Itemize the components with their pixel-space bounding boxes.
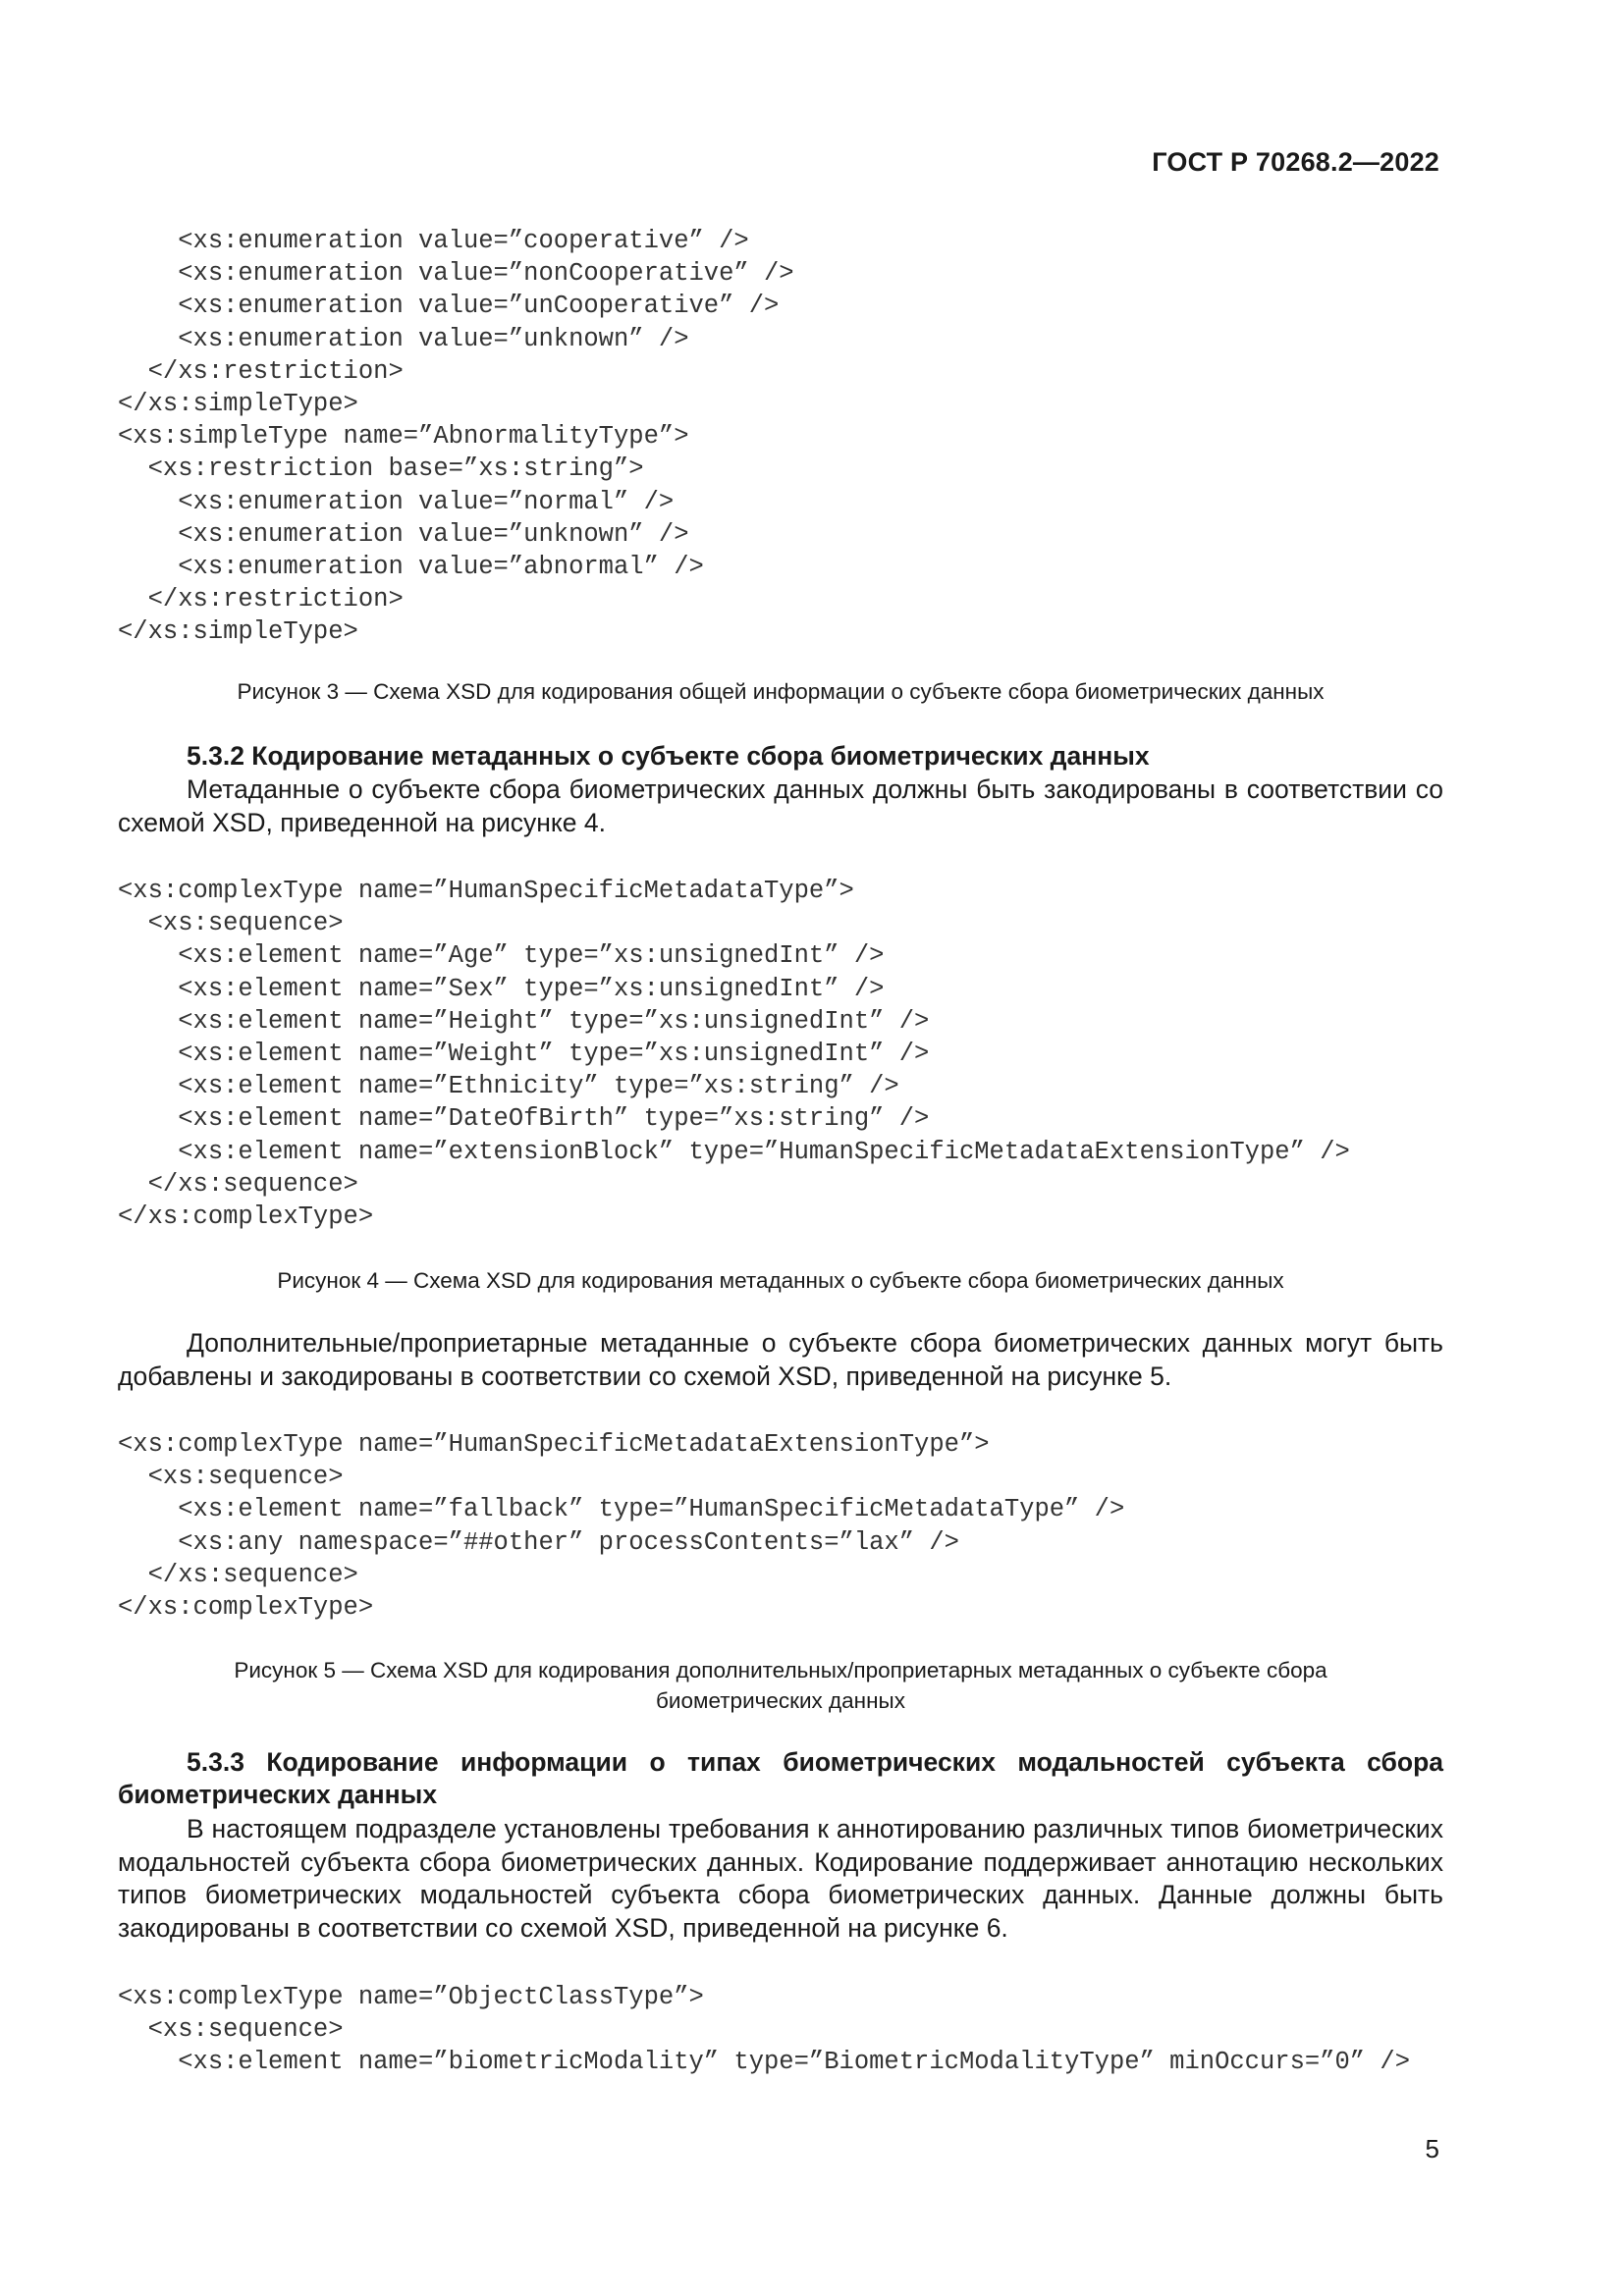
xsd-code-block-figure-4: <xs:complexType name=”HumanSpecificMetadataType”> <xs:sequence> <xs:element name=”Age” type=”xs:unsignedInt” /> <xs:element name=”Sex” type=”xs:unsignedInt” /> <xs:element name=”Height” type=”xs:unsignedInt” /> <xs:element name=”Weight” type=”xs:unsignedInt” /> <xs:element name=”Ethnicity” type=”xs:string” /> <xs:element name=”DateOfBirth” type=”xs:string” /> <xs:element name=”extensionBlock” type=”HumanSpecificMetadataExtensionType” /> </xs:sequence> </xs:complexType> <box>118 877 1350 1232</box>
xsd-code-block-figure-5: <xs:complexType name=”HumanSpecificMetadataExtensionType”> <xs:sequence> <xs:element name=”fallback” type=”HumanSpecificMetadataType” /> <xs:any namespace=”##other” processContents=”lax” /> </xs:sequence> </xs:complexType> <box>118 1430 1125 1623</box>
section-5-3-2-heading: 5.3.2 Кодирование метаданных о субъекте сбора биометрических данных <box>187 741 1150 771</box>
extension-paragraph: Дополнительные/проприетарные метаданные о субъекте сбора биометрических данных могут быть добавлены и закодированы в соответствии со схемой XSD, приведенной на рисунке 5. <box>118 1328 1443 1391</box>
xsd-code-block-figure-3: <xs:enumeration value=”cooperative” /> <xs:enumeration value=”nonCooperative” /> <xs:enumeration value=”unCooperative” /> <xs:enumeration value=”unknown” /> </xs:restriction> </xs:simpleType> <xs:simpleType name=”AbnormalityType”> <xs:restriction base=”xs:string”> <xs:enumeration value=”normal” /> <xs:enumeration value=”unknown” /> <xs:enumeration value=”abnormal” /> </xs:restriction> </xs:simpleType> <box>118 227 794 647</box>
standard-header: ГОСТ Р 70268.2—2022 <box>1152 147 1439 177</box>
page-number: 5 <box>1425 2134 1439 2163</box>
section-5-3-3-heading: 5.3.3 Кодирование информации о типах биометрических модальностей субъекта сбора биометрических данных <box>118 1747 1443 1809</box>
figure-3-caption: Рисунок 3 — Схема XSD для кодирования общей информации о субъекте сбора биометрических данных <box>237 679 1325 704</box>
section-5-3-3-paragraph: В настоящем подразделе установлены требования к аннотированию различных типов биометрических модальностей субъекта сбора биометрических данных. Кодирование поддерживает аннотацию нескольких типов биометрических модальностей субъекта сбора биометрических данных. Данные должны быть закодированы в соответствии со схемой XSD, приведенной на рисунке 6. <box>118 1814 1443 1943</box>
figure-5-caption-line-2: биометрических данных <box>656 1688 905 1713</box>
figure-5-caption-line-1: Рисунок 5 — Схема XSD для кодирования дополнительных/проприетарных метаданных о субъекте сбора <box>234 1658 1327 1682</box>
section-5-3-2-paragraph: Метаданные о субъекте сбора биометрических данных должны быть закодированы в соответствии со схемой XSD, приведенной на рисунке 4. <box>118 774 1443 837</box>
figure-4-caption: Рисунок 4 — Схема XSD для кодирования метаданных о субъекте сбора биометрических данных <box>277 1268 1284 1293</box>
xsd-code-block-figure-6: <xs:complexType name=”ObjectClassType”> <xs:sequence> <xs:element name=”biometricModality” type=”BiometricModalityType” minOccurs=”0” /> <box>118 1983 1411 2077</box>
